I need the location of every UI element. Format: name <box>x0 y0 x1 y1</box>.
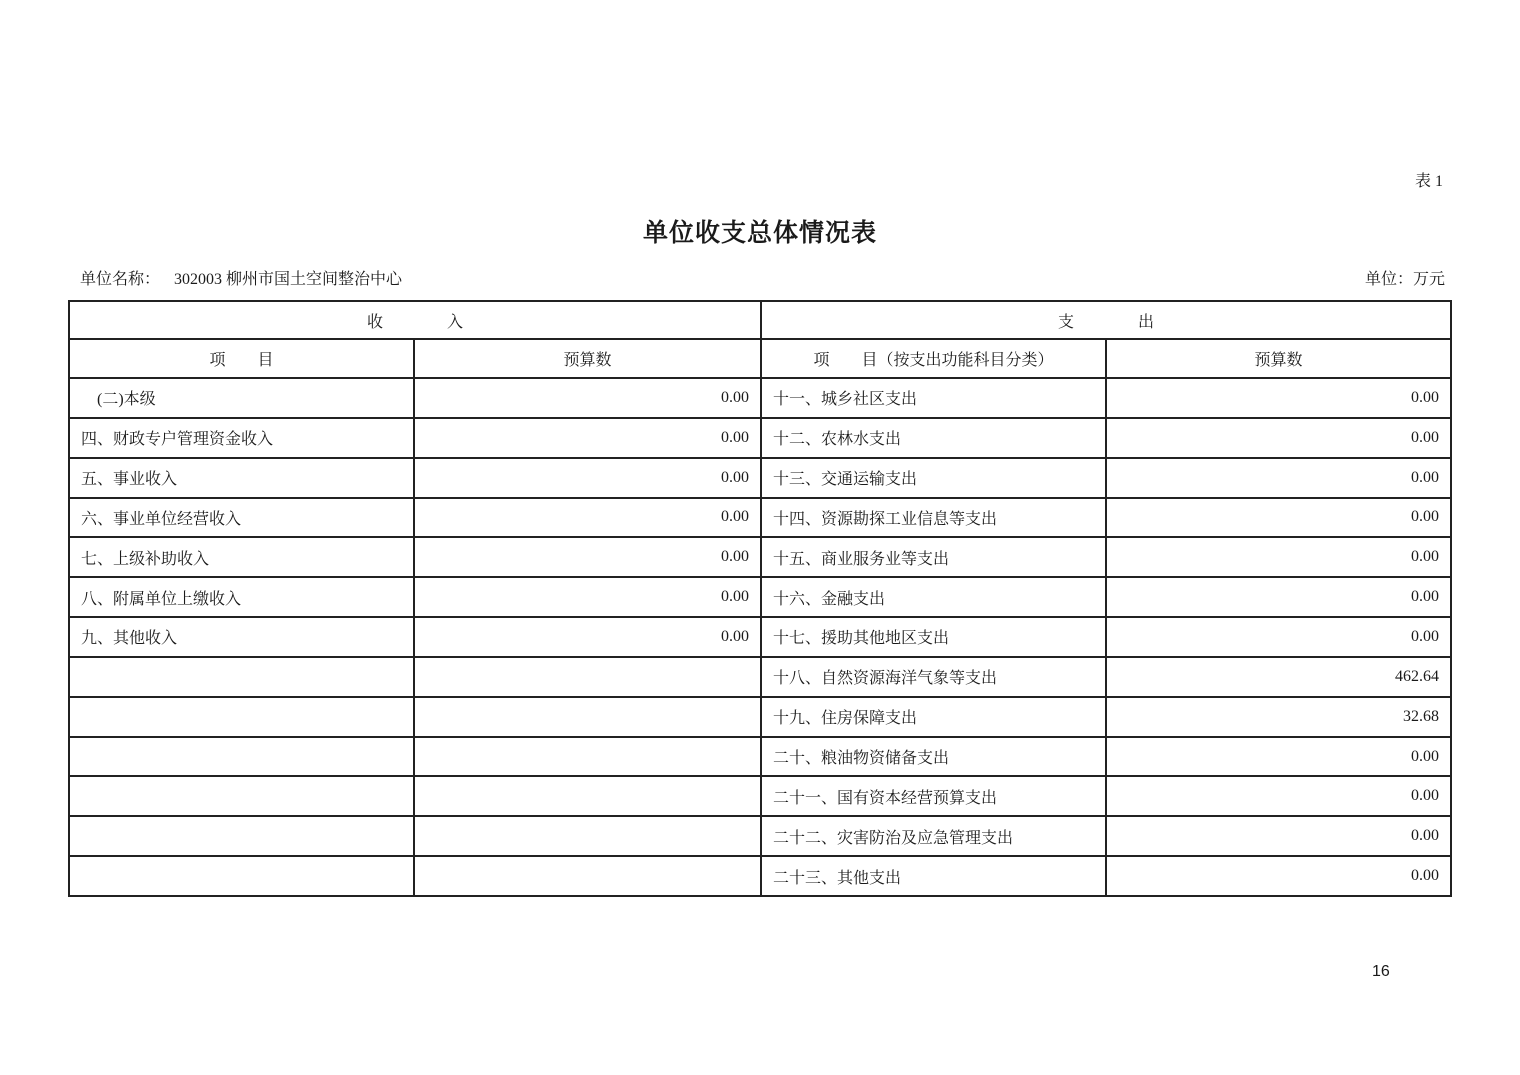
expense-value-cell: 0.00 <box>1106 856 1451 896</box>
expense-value-cell: 0.00 <box>1106 617 1451 657</box>
expense-value-cell: 0.00 <box>1106 776 1451 816</box>
income-item-cell: 四、财政专户管理资金收入 <box>69 418 414 458</box>
table-row <box>69 816 1451 856</box>
income-value-cell: 0.00 <box>414 498 761 538</box>
page-title: 单位收支总体情况表 <box>642 220 877 247</box>
income-item-cell <box>69 697 414 737</box>
table-row <box>69 856 1451 896</box>
income-item-cell: 九、其他收入 <box>69 617 414 657</box>
unit-name-value: 302003 柳州市国土空间整治中心 <box>174 271 403 288</box>
table-row <box>69 537 1451 577</box>
table-row <box>69 617 1451 657</box>
expense-section-header: 支 出 <box>761 301 1451 339</box>
income-value-cell <box>414 816 761 856</box>
unit-name-label: 单位名称： <box>80 271 161 288</box>
expense-value-cell: 0.00 <box>1106 737 1451 777</box>
income-item-cell <box>69 816 414 856</box>
unit-of-measure: 单位：万元 <box>1364 271 1445 288</box>
column-header-row <box>69 339 1451 378</box>
table-row <box>69 737 1451 777</box>
income-value-cell: 0.00 <box>414 537 761 577</box>
expense-item-cell: 二十、粮油物资储备支出 <box>761 737 1106 777</box>
expense-value-cell: 0.00 <box>1106 378 1451 418</box>
expense-value-cell: 0.00 <box>1106 498 1451 538</box>
expense-item-cell: 二十二、灾害防治及应急管理支出 <box>761 816 1106 856</box>
table-header <box>69 301 1451 378</box>
section-header-row <box>69 301 1451 339</box>
income-section-header: 收 入 <box>69 301 761 339</box>
expense-value-cell: 0.00 <box>1106 537 1451 577</box>
income-value-cell: 0.00 <box>414 617 761 657</box>
income-item-cell <box>69 856 414 896</box>
income-value-cell <box>414 856 761 896</box>
income-item-cell: 六、事业单位经营收入 <box>69 498 414 538</box>
expense-item-cell: 十七、援助其他地区支出 <box>761 617 1106 657</box>
expense-value-cell: 0.00 <box>1106 418 1451 458</box>
income-value-cell: 0.00 <box>414 378 761 418</box>
meta-row <box>80 266 1445 289</box>
income-value-cell <box>414 697 761 737</box>
budget-table <box>68 300 1452 897</box>
unit-name <box>80 266 402 289</box>
expense-value-cell: 0.00 <box>1106 577 1451 617</box>
page-number: 16 <box>1372 963 1390 980</box>
expense-item-cell: 十三、交通运输支出 <box>761 458 1106 498</box>
income-value-cell: 0.00 <box>414 577 761 617</box>
income-item-cell: (二)本级 <box>69 378 414 418</box>
expense-item-column-header: 项 目（按支出功能科目分类） <box>761 339 1106 378</box>
income-value-cell <box>414 776 761 816</box>
income-value-cell: 0.00 <box>414 418 761 458</box>
table-row <box>69 378 1451 418</box>
expense-value-cell: 0.00 <box>1106 816 1451 856</box>
table-row <box>69 577 1451 617</box>
expense-item-cell: 二十一、国有资本经营预算支出 <box>761 776 1106 816</box>
income-item-cell <box>69 776 414 816</box>
expense-item-cell: 十六、金融支出 <box>761 577 1106 617</box>
income-item-cell <box>69 737 414 777</box>
income-item-cell: 五、事业收入 <box>69 458 414 498</box>
income-item-cell: 八、附属单位上缴收入 <box>69 577 414 617</box>
income-item-cell: 七、上级补助收入 <box>69 537 414 577</box>
expense-value-cell: 32.68 <box>1106 697 1451 737</box>
table-row <box>69 776 1451 816</box>
expense-value-cell: 462.64 <box>1106 657 1451 697</box>
table-row <box>69 697 1451 737</box>
income-item-column-header: 项 目 <box>69 339 414 378</box>
table-row <box>69 657 1451 697</box>
table-body <box>69 378 1451 896</box>
income-item-cell <box>69 657 414 697</box>
table-row <box>69 458 1451 498</box>
income-value-cell: 0.00 <box>414 458 761 498</box>
expense-item-cell: 十五、商业服务业等支出 <box>761 537 1106 577</box>
table-number-note: 表 1 <box>1414 173 1443 190</box>
table-row <box>69 418 1451 458</box>
expense-budget-column-header: 预算数 <box>1106 339 1451 378</box>
expense-item-cell: 二十三、其他支出 <box>761 856 1106 896</box>
income-value-cell <box>414 737 761 777</box>
income-budget-column-header: 预算数 <box>414 339 761 378</box>
expense-value-cell: 0.00 <box>1106 458 1451 498</box>
income-value-cell <box>414 657 761 697</box>
table-row <box>69 498 1451 538</box>
expense-item-cell: 十四、资源勘探工业信息等支出 <box>761 498 1106 538</box>
expense-item-cell: 十八、自然资源海洋气象等支出 <box>761 657 1106 697</box>
expense-item-cell: 十九、住房保障支出 <box>761 697 1106 737</box>
expense-item-cell: 十二、农林水支出 <box>761 418 1106 458</box>
expense-item-cell: 十一、城乡社区支出 <box>761 378 1106 418</box>
